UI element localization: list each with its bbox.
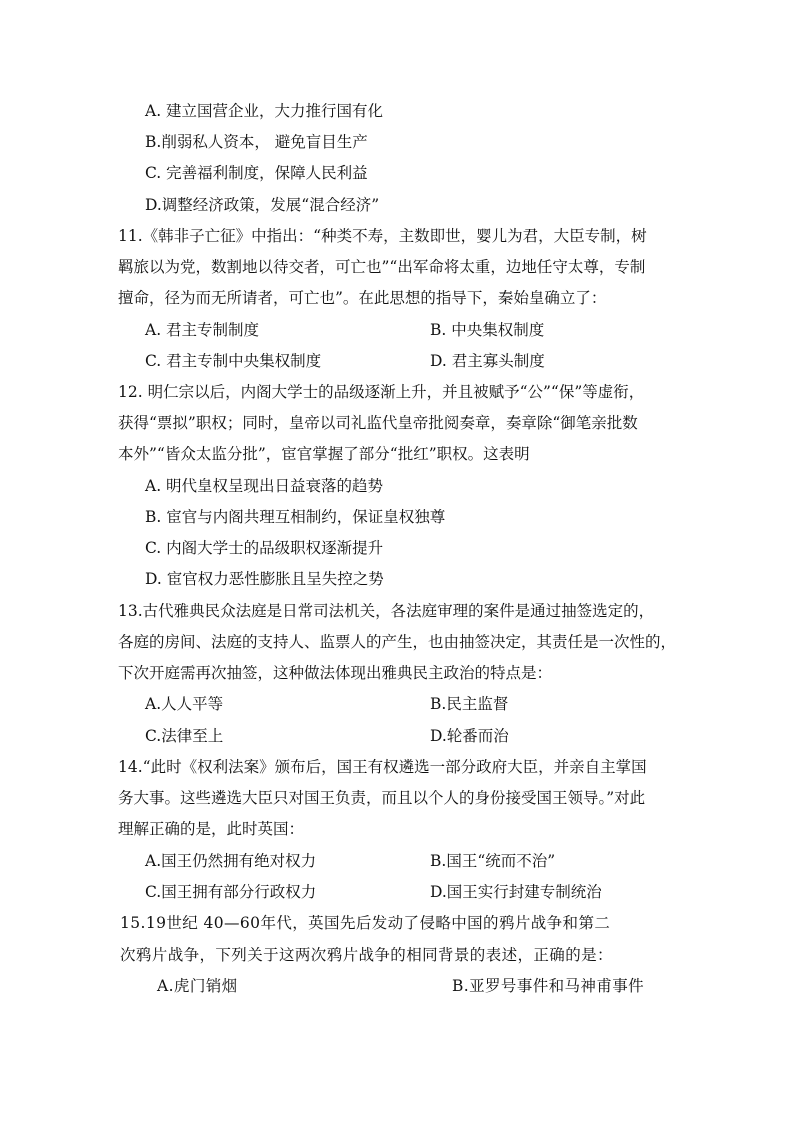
q13-stem-line-2: 各庭的房间、法庭的支持人、监票人的产生，也由抽签决定，其责任是一次性的， xyxy=(118,633,677,651)
q12-option-c: C. 内阁大学士的品级职权逐渐提升 xyxy=(145,539,384,557)
q11-option-b: B. 中央集权制度 xyxy=(430,321,545,339)
q10-option-b: B.削弱私人资本， 避免盲目生产 xyxy=(145,133,368,151)
q13-option-c: C.法律至上 xyxy=(145,727,224,745)
q10-option-d: D.调整经济政策，发展“混合经济” xyxy=(145,196,380,214)
q13-stem-line-3: 下次开庭需再次抽签，这种做法体现出雅典民主政治的特点是： xyxy=(118,664,553,682)
q12-stem-line-1: 12. 明仁宗以后，内阁大学士的品级逐渐上升，并且被赋予“公”“保”等虚衔， xyxy=(118,383,645,401)
q15-stem-line-1: 15.19世纪 40—60年代，英国先后发动了侵略中国的鸦片战争和第二 xyxy=(120,914,611,932)
q13-option-b: B.民主监督 xyxy=(430,695,509,713)
q14-stem-line-1: 14.“此时《权利法案》颁布后，国王有权遴选一部分政府大臣，并亲自主掌国 xyxy=(118,758,647,776)
q10-option-c: C. 完善福利制度，保障人民利益 xyxy=(145,164,368,182)
q13-option-d: D.轮番而治 xyxy=(430,727,509,745)
q14-option-d: D.国王实行封建专制统治 xyxy=(430,883,602,901)
q15-option-b: B.亚罗号事件和马神甫事件 xyxy=(452,977,645,995)
q14-option-c: C.国王拥有部分行政权力 xyxy=(145,883,317,901)
q11-stem-line-3: 擅命，径为而无所请者，可亡也”。在此思想的指导下，秦始皇确立了： xyxy=(118,289,607,307)
q12-stem-line-2: 获得“票拟”职权；同时，皇帝以司礼监代皇帝批阅奏章，奏章除“御笔亲批数 xyxy=(118,414,638,432)
q14-stem-line-3: 理解正确的是，此时英国： xyxy=(118,820,305,838)
q15-option-a: A.虎门销烟 xyxy=(157,977,238,995)
q12-stem-line-3: 本外”“皆众太监分批”，宦官掌握了部分“批红”职权。这表明 xyxy=(118,445,530,463)
q14-option-a: A.国王仍然拥有绝对权力 xyxy=(145,852,317,870)
q11-stem-line-1: 11.《韩非子亡征》中指出：“种类不寿，主数即世，婴儿为君，大臣专制，树 xyxy=(118,227,647,245)
q11-option-c: C. 君主专制中央集权制度 xyxy=(145,352,322,370)
q11-option-d: D. 君主寡头制度 xyxy=(430,352,545,370)
q10-option-a: A. 建立国营企业，大力推行国有化 xyxy=(145,102,384,120)
q14-stem-line-2: 务大事。这些遴选大臣只对国王负责，而且以个人的身份接受国王领导。”对此 xyxy=(118,789,646,807)
q12-option-d: D. 宦官权力恶性膨胀且呈失控之势 xyxy=(145,570,384,588)
q11-option-a: A. 君主专制制度 xyxy=(145,321,260,339)
q11-stem-line-2: 羁旅以为党，数割地以待交者，可亡也”“出军命将太重，边地任守太尊，专制 xyxy=(118,258,646,276)
q15-stem-line-2: 次鸦片战争，下列关于这两次鸦片战争的相同背景的表述，正确的是： xyxy=(120,946,613,964)
q13-stem-line-1: 13.古代雅典民众法庭是日常司法机关，各法庭审理的案件是通过抽签选定的， xyxy=(118,602,655,620)
q14-option-b: B.国王“统而不治” xyxy=(430,852,556,870)
q12-option-b: B. 宦官与内阁共理互相制约，保证皇权独尊 xyxy=(145,508,446,526)
q12-option-a: A. 明代皇权呈现出日益衰落的趋势 xyxy=(145,477,384,495)
q13-option-a: A.人人平等 xyxy=(145,695,224,713)
